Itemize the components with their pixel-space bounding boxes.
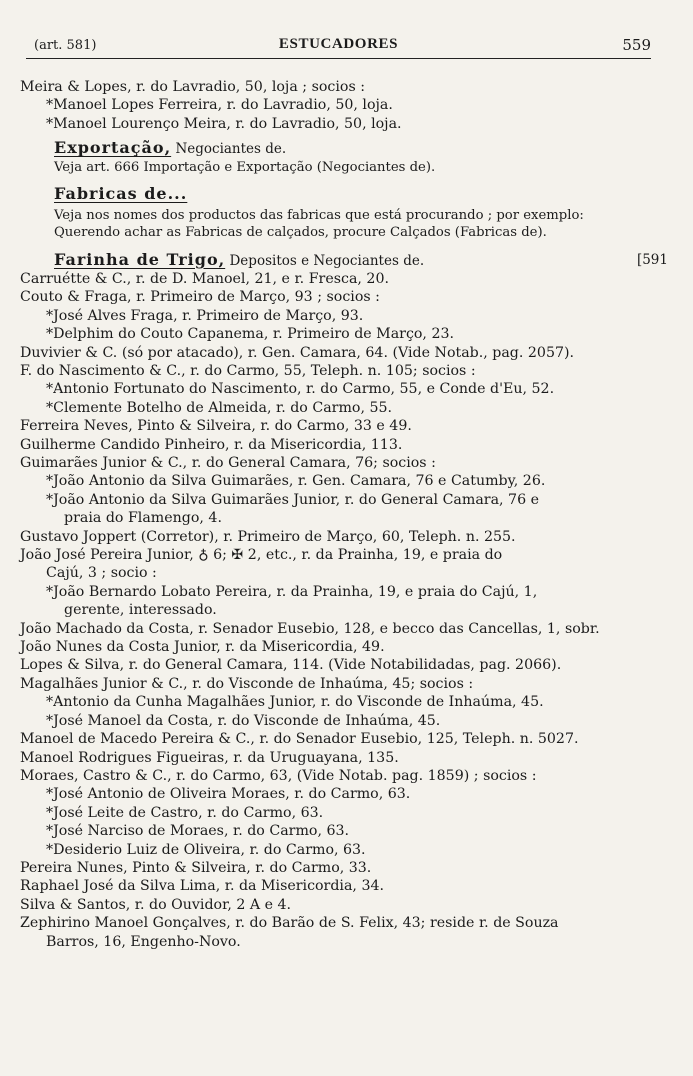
entry-subline: *José Narciso de Moraes, r. do Carmo, 63.	[46, 823, 350, 840]
entry-subline: *Delphim do Couto Capanema, r. Primeiro de Março, 23.	[46, 326, 455, 343]
section-heading-exportacao	[20, 139, 660, 158]
entry-line: Guilherme Candido Pinheiro, r. da Misericordia, 113.	[20, 436, 403, 453]
entry-line: *Manoel Lopes Ferreira, r. do Lavradio, 50, loja.	[46, 97, 393, 114]
entry-subline: *José Alves Fraga, r. Primeiro de Março, 93.	[46, 307, 364, 324]
entry-subline: *José Leite de Castro, r. do Carmo, 63.	[46, 804, 324, 821]
entry-line: Couto & Fraga, r. Primeiro de Março, 93 ; socios :	[20, 289, 380, 306]
entry-subline: *João Bernardo Lobato Pereira, r. da Prainha, 19, e praia do Cajú, 1,	[46, 583, 538, 600]
entry-line: Zephirino Manoel Gonçalves, r. do Barão de S. Felix, 43; reside r. de Souza	[20, 915, 559, 932]
section-note: Veja art. 666 Importação e Exportação (Negociantes de).	[54, 159, 436, 175]
entry-subline: *Antonio Fortunato do Nascimento, r. do Carmo, 55, e Conde d'Eu, 52.	[46, 381, 555, 398]
entry-subline: gerente, interessado.	[64, 602, 217, 619]
entry-subline: Barros, 16, Engenho-Novo.	[46, 933, 241, 950]
entry-line: João Machado da Costa, r. Senador Eusebio, 128, e becco das Cancellas, 1, sobr.	[20, 620, 600, 637]
entry-line: Silva & Santos, r. do Ouvidor, 2 A e 4.	[20, 896, 292, 913]
entry-line: Raphael José da Silva Lima, r. da Misericordia, 34.	[20, 878, 385, 895]
entry-subline: *João Antonio da Silva Guimarães Junior, r. do General Camara, 76 e	[46, 491, 540, 508]
page-header	[26, 36, 651, 59]
entry-line: Magalhães Junior & C., r. do Visconde de Inhaúma, 45; socios :	[20, 675, 474, 692]
entry-line: Pereira Nunes, Pinto & Silveira, r. do Carmo, 33.	[20, 859, 372, 876]
entry-line: João José Pereira Junior, ♁ 6; ✠ 2, etc., r. da Prainha, 19, e praia do	[20, 547, 503, 564]
section-title: Exportação,	[54, 138, 172, 158]
entry-subline: Cajú, 3 ; socio :	[46, 565, 157, 582]
section-heading-farinha	[20, 249, 668, 270]
section-note: Veja nos nomes dos productos das fabricas que está procurando ; por exemplo:	[54, 207, 584, 223]
entry-subline: *José Manoel da Costa, r. do Visconde de Inhaúma, 45.	[46, 712, 441, 729]
entry-list	[20, 270, 660, 951]
entry-line: Manoel Rodrigues Figueiras, r. da Uruguayana, 135.	[20, 749, 399, 766]
entry-subline: praia do Flamengo, 4.	[64, 510, 222, 527]
entry-line: Duvivier & C. (só por atacado), r. Gen. Camara, 64. (Vide Notab., pag. 2057).	[20, 344, 575, 361]
entry-line: *Manoel Lourenço Meira, r. do Lavradio, 50, loja.	[46, 115, 402, 132]
entry-subline: *Antonio da Cunha Magalhães Junior, r. do Visconde de Inhaúma, 45.	[46, 694, 544, 711]
section-title: Farinha de Trigo,	[54, 249, 226, 269]
entry-subline: *Clemente Botelho de Almeida, r. do Carmo, 55.	[46, 399, 393, 416]
entry-line: Meira & Lopes, r. do Lavradio, 50, loja ; socios :	[20, 79, 366, 95]
page-body	[20, 78, 668, 951]
entry-subline: *João Antonio da Silva Guimarães, r. Gen. Camara, 76 e Catumby, 26.	[46, 473, 546, 490]
section-title: Fabricas de...	[54, 184, 188, 204]
entry-line: Gustavo Joppert (Corretor), r. Primeiro de Março, 60, Teleph. n. 255.	[20, 528, 516, 545]
section-subtitle: Depositos e Negociantes de.	[229, 252, 425, 269]
entry-line: Manoel de Macedo Pereira & C., r. do Senador Eusebio, 125, Teleph. n. 5027.	[20, 731, 579, 748]
page-title: ESTUCADORES	[278, 36, 399, 52]
article-reference: (art. 581)	[34, 38, 97, 53]
page-number: 559	[622, 36, 651, 54]
entry-line: Ferreira Neves, Pinto & Silveira, r. do Carmo, 33 e 49.	[20, 418, 412, 435]
entry-subline: *José Antonio de Oliveira Moraes, r. do Carmo, 63.	[46, 786, 411, 803]
entry-line: Moraes, Castro & C., r. do Carmo, 63, (Vide Notab. pag. 1859) ; socios :	[20, 767, 537, 784]
entry-subline: *Desiderio Luiz de Oliveira, r. do Carmo, 63.	[46, 841, 366, 858]
section-note: Querendo achar as Fabricas de calçados, procure Calçados (Fabricas de).	[54, 225, 547, 241]
entry-line: Lopes & Silva, r. do General Camara, 114. (Vide Notabilidadas, pag. 2066).	[20, 657, 562, 674]
section-subtitle: Negociantes de.	[175, 141, 287, 158]
entry-line: Guimarães Junior & C., r. do General Camara, 76; socios :	[20, 455, 436, 471]
entry-line: Carruétte & C., r. de D. Manoel, 21, e r. Fresca, 20.	[20, 270, 389, 287]
entry-line: F. do Nascimento & C., r. do Carmo, 55, Teleph. n. 105; socios :	[20, 362, 476, 379]
article-number: [591	[636, 251, 668, 268]
entry-line: João Nunes da Costa Junior, r. da Misericordia, 49.	[20, 639, 385, 656]
section-heading-fabricas	[20, 185, 660, 204]
